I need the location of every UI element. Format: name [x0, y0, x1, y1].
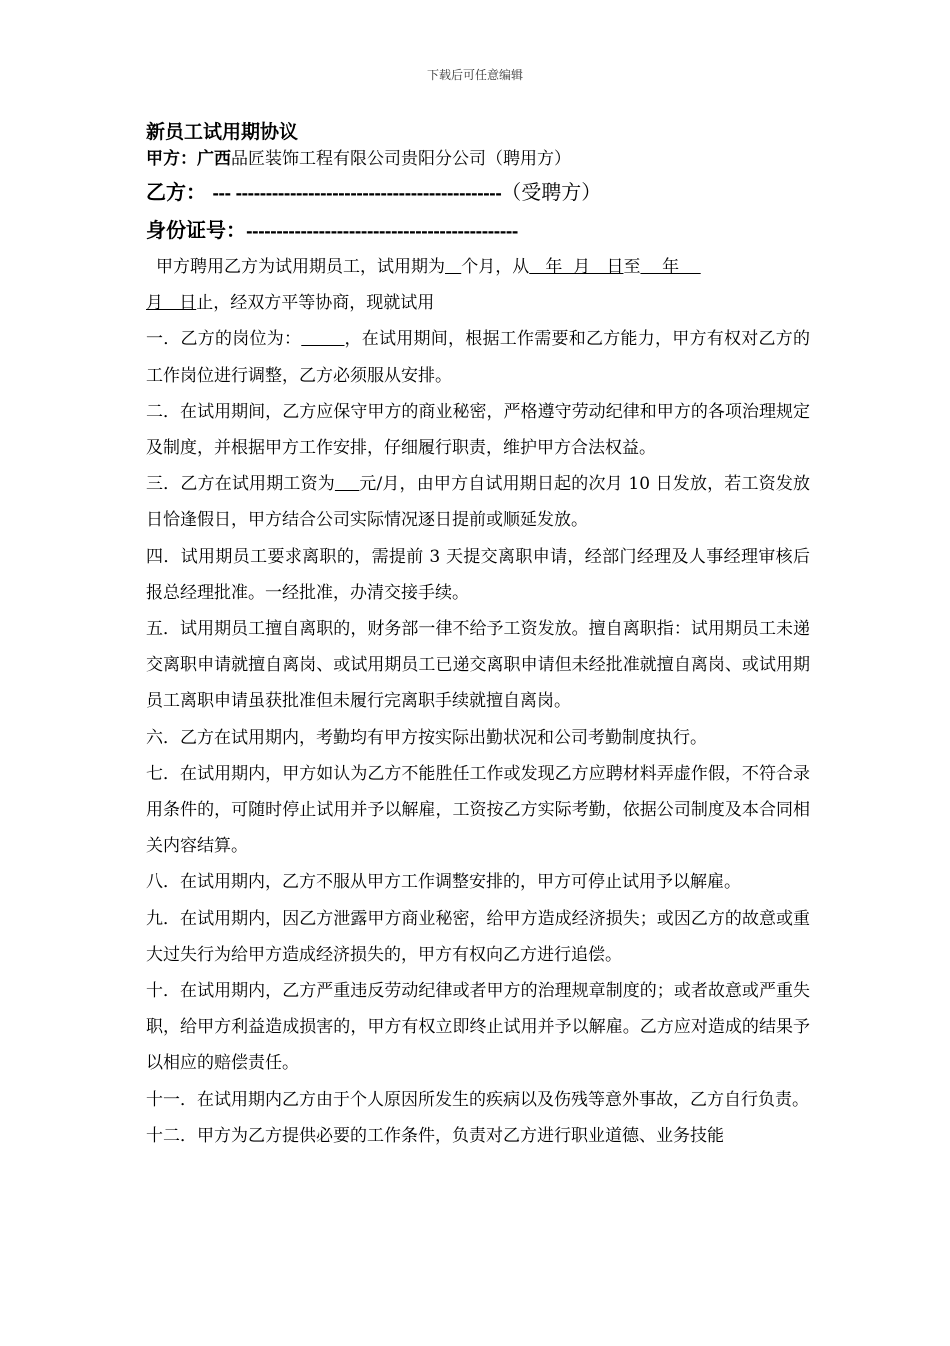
document-title: 新员工试用期协议 — [146, 121, 299, 143]
id-number-blank: --------------------------------------------- — [246, 222, 518, 241]
download-note: 下载后可任意编辑 — [426, 68, 523, 82]
intro-paragraph — [146, 249, 810, 321]
trial-months-blank — [445, 257, 461, 277]
end-date-blank: 月 日 — [146, 293, 197, 314]
salary-blank — [335, 474, 359, 494]
party-a-name-bold: 广西 — [197, 149, 231, 169]
clause-2: 二．在试用期间，乙方应保守甲方的商业秘密，严格遵守劳动纪律和甲方的各项治理规定及制度，并根据甲方工作安排，仔细履行职责，维护甲方合法权益。 — [146, 401, 810, 459]
clause-3 — [146, 466, 810, 538]
intro-text-2: 个月，从 — [461, 257, 530, 277]
clause-1-text-1: 一．乙方的岗位为： — [146, 329, 302, 350]
clause-1-text-2: ，在试用期间，根据工作需要和乙方能力，甲方有权对乙方的工作岗位进行调整，乙方必须服从安排。 — [146, 329, 811, 386]
clause-1 — [146, 321, 810, 393]
end-year-blank: 年 — [640, 257, 701, 277]
start-date-blank: 年 月 日 — [529, 257, 624, 277]
clause-11: 十一．在试用期内乙方由于个人原因所发生的疾病以及伤残等意外事故，乙方自行负责。 — [146, 1089, 809, 1110]
clause-5: 五．试用期员工擅自离职的，财务部一律不给予工资发放。擅自离职指：试用期员工未递交离职申请就擅自离岗、或试用期员工已递交离职申请但未经批准就擅自离岗、或试用期员工离职申请虽获批准但未履行完离职手续就擅自离岗。 — [146, 619, 810, 712]
intro-text-4: 止，经双方平等协商，现就试用 — [196, 293, 435, 314]
party-b-blank: --- -------------------------------------------- — [212, 184, 502, 203]
clause-3-text-2: 元/月，由甲方自试用期日起的次月 10 日发放，若工资发放日恰逢假日，甲方结合公司实际情况逐日提前或顺延发放。 — [146, 474, 810, 531]
clause-12: 十二．甲方为乙方提供必要的工作条件，负责对乙方进行职业道德、业务技能 — [146, 1125, 724, 1146]
party-a-line — [146, 146, 810, 173]
clause-3-text-1: 三．乙方在试用期工资为 — [146, 474, 335, 495]
intro-text-1: 甲方聘用乙方为试用期员工，试用期为 — [156, 257, 445, 277]
id-number-line — [146, 211, 810, 249]
party-b-label: 乙方： — [146, 180, 206, 204]
position-blank — [301, 329, 344, 349]
party-b-line — [146, 173, 810, 211]
clause-7: 七．在试用期内，甲方如认为乙方不能胜任工作或发现乙方应聘材料弄虚作假，不符合录用条件的，可随时停止试用并予以解雇，工资按乙方实际考勤，依据公司制度及本合同相关内容结算。 — [146, 763, 810, 857]
id-number-label: 身份证号： — [146, 218, 246, 242]
party-a-label: 甲方： — [146, 149, 197, 169]
party-a-name: 品匠装饰工程有限公司贵阳分公司（聘用方） — [231, 149, 571, 169]
intro-text-3: 至 — [623, 257, 641, 277]
clause-4: 四．试用期员工要求离职的，需提前 3 天提交离职申请，经部门经理及人事经理审核后报总经理批准。一经批准，办清交接手续。 — [146, 546, 810, 603]
agreement-document — [146, 118, 810, 1154]
clause-10: 十．在试用期内，乙方严重违反劳动纪律或者甲方的治理规章制度的；或者故意或严重失职，给甲方利益造成损害的，甲方有权立即终止试用并予以解雇。乙方应对造成的结果予以相应的赔偿责任。 — [146, 981, 810, 1074]
clause-8: 八．在试用期内，乙方不服从甲方工作调整安排的，甲方可停止试用予以解雇。 — [146, 872, 741, 893]
clause-6: 六．乙方在试用期内，考勤均有甲方按实际出勤状况和公司考勤制度执行。 — [146, 727, 707, 748]
party-b-suffix: （受聘方） — [501, 180, 602, 204]
clause-9: 九．在试用期内，因乙方泄露甲方商业秘密，给甲方造成经济损失；或因乙方的故意或重大过失行为给甲方造成经济损失的，甲方有权向乙方进行追偿。 — [146, 908, 810, 965]
